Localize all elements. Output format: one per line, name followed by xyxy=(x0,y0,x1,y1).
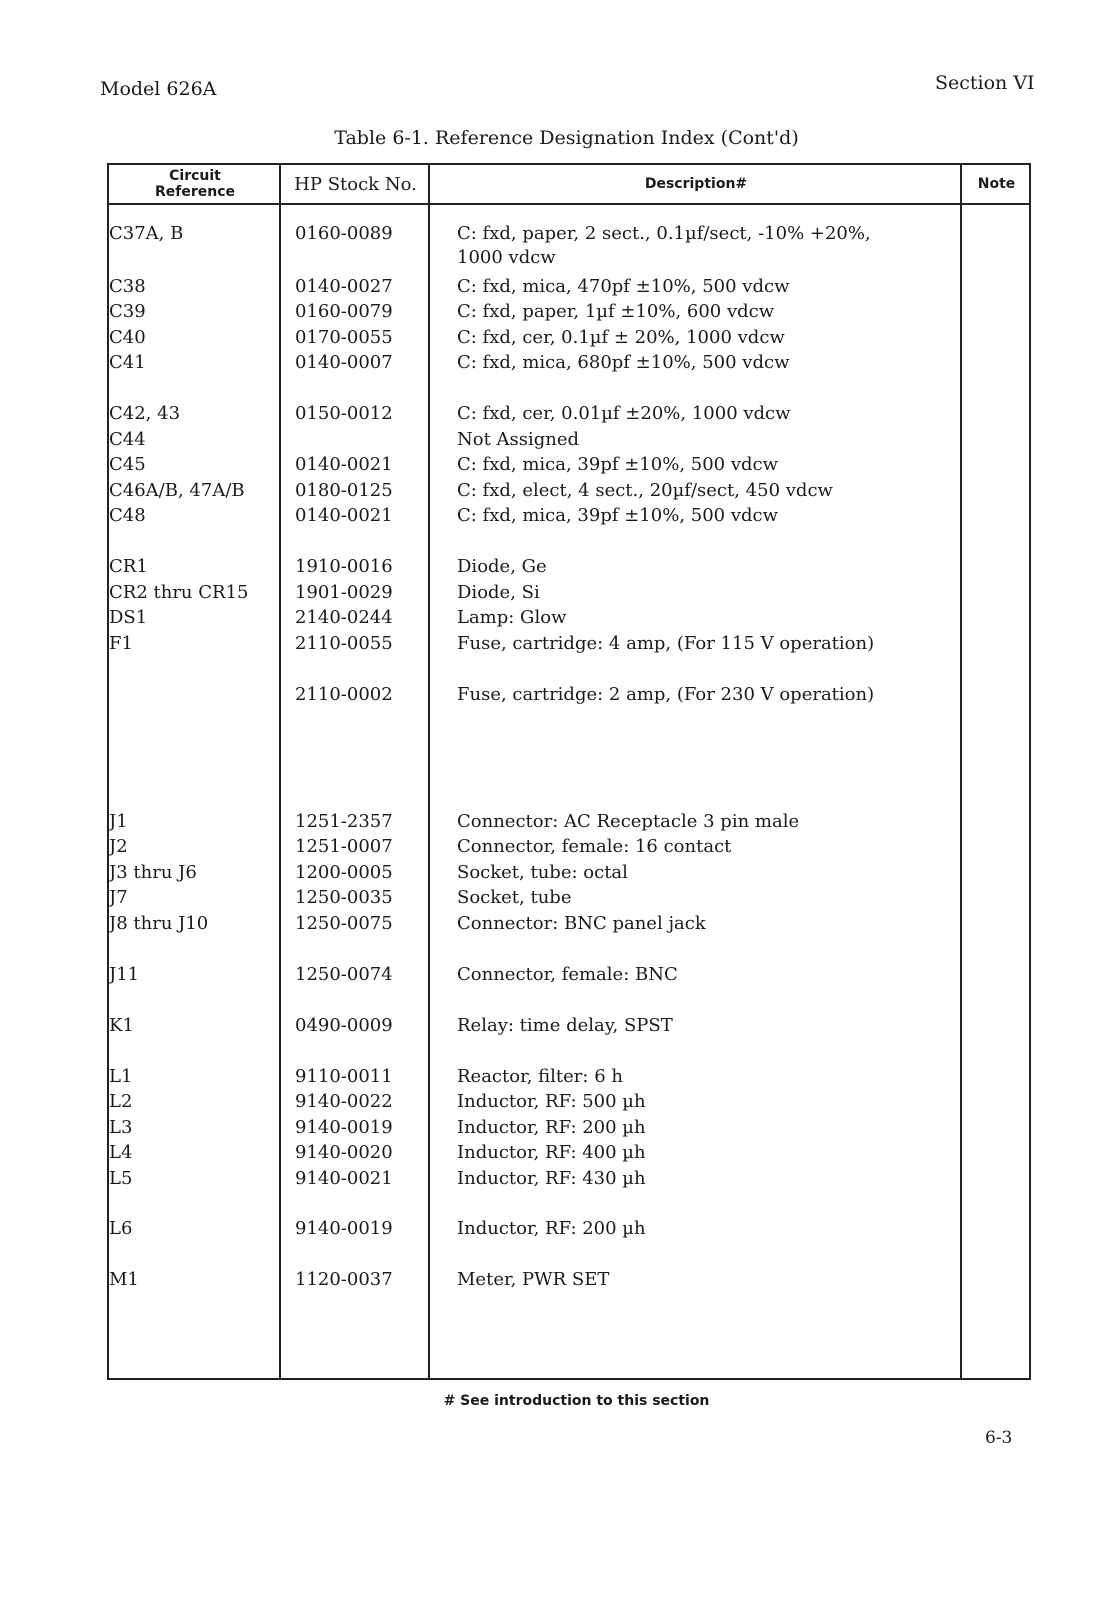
circuit-reference-cell: DS1 xyxy=(109,607,148,628)
column-header-line: Circuit xyxy=(169,168,221,184)
table-row xyxy=(109,683,1029,707)
table-title: Table 6-1. Reference Designation Index (Cont'd) xyxy=(334,127,799,149)
stock-number-cell: 1251-2357 xyxy=(295,811,393,832)
reference-designation-table xyxy=(107,163,1031,1380)
description-cell: C: fxd, mica, 680pf ±10%, 500 vdcw xyxy=(457,352,790,373)
stock-number-cell: 1250-0035 xyxy=(295,887,393,908)
circuit-reference-cell: C37A, B xyxy=(109,223,184,244)
description-cell: Diode, Si xyxy=(457,582,540,603)
table-row xyxy=(109,886,1029,910)
stock-number-cell: 0150-0012 xyxy=(295,403,393,424)
description-cell: Socket, tube xyxy=(457,887,572,908)
description-cell: Connector: BNC panel jack xyxy=(457,913,706,934)
table-row xyxy=(109,453,1029,477)
description-cell: Socket, tube: octal xyxy=(457,862,628,883)
stock-number-cell: 0140-0021 xyxy=(295,454,393,475)
stock-number-cell: 0140-0021 xyxy=(295,505,393,526)
table-row xyxy=(109,1217,1029,1241)
circuit-reference-cell: J7 xyxy=(109,887,128,908)
table-row xyxy=(109,835,1029,859)
stock-number-cell: 1251-0007 xyxy=(295,836,393,857)
description-cell: Relay: time delay, SPST xyxy=(457,1015,673,1036)
description-cell: C: fxd, cer, 0.1µf ± 20%, 1000 vdcw xyxy=(457,327,785,348)
description-cell: Diode, Ge xyxy=(457,556,547,577)
header-rule xyxy=(109,203,1029,205)
stock-number-cell: 2110-0002 xyxy=(295,684,393,705)
stock-number-cell: 9140-0022 xyxy=(295,1091,393,1112)
stock-number-cell: 0160-0089 xyxy=(295,223,393,244)
table-row xyxy=(109,963,1029,987)
stock-number-cell: 1120-0037 xyxy=(295,1269,393,1290)
stock-number-cell: 0160-0079 xyxy=(295,301,393,322)
stock-number-cell: 1200-0005 xyxy=(295,862,393,883)
table-row xyxy=(109,606,1029,630)
table-row xyxy=(109,275,1029,299)
circuit-reference-cell: K1 xyxy=(109,1015,134,1036)
header-model: Model 626A xyxy=(100,78,217,100)
stock-number-cell: 0170-0055 xyxy=(295,327,393,348)
description-cell: Connector, female: 16 contact xyxy=(457,836,732,857)
table-row xyxy=(109,428,1029,452)
circuit-reference-cell: C39 xyxy=(109,301,146,322)
column-header-circuit-reference xyxy=(109,165,281,203)
stock-number-cell: 0180-0125 xyxy=(295,480,393,501)
table-row xyxy=(109,300,1029,324)
stock-number-cell: 2110-0055 xyxy=(295,633,393,654)
table-row xyxy=(109,555,1029,579)
circuit-reference-cell: J11 xyxy=(109,964,140,985)
circuit-reference-cell: CR2 thru CR15 xyxy=(109,582,249,603)
column-header-description: Description# xyxy=(644,176,748,192)
stock-number-cell: 1250-0074 xyxy=(295,964,393,985)
page-number: 6-3 xyxy=(985,1428,1013,1448)
description-cell: Inductor, RF: 200 µh xyxy=(457,1218,646,1239)
circuit-reference-cell: M1 xyxy=(109,1269,139,1290)
circuit-reference-cell: L1 xyxy=(109,1066,133,1087)
description-cell: C: fxd, cer, 0.01µf ±20%, 1000 vdcw xyxy=(457,403,791,424)
stock-number-cell: 2140-0244 xyxy=(295,607,393,628)
description-cell: C: fxd, mica, 39pf ±10%, 500 vdcw xyxy=(457,454,779,475)
description-cell: C: fxd, paper, 2 sect., 0.1µf/sect, -10% +20%, xyxy=(457,223,871,244)
description-cell: Inductor, RF: 500 µh xyxy=(457,1091,646,1112)
table-row xyxy=(109,912,1029,936)
description-cell-continued: 1000 vdcw xyxy=(457,247,556,268)
table-row xyxy=(109,1116,1029,1140)
description-cell: C: fxd, paper, 1µf ±10%, 600 vdcw xyxy=(457,301,775,322)
circuit-reference-cell: C40 xyxy=(109,327,146,348)
table-row xyxy=(109,1014,1029,1038)
circuit-reference-cell: J8 thru J10 xyxy=(109,913,209,934)
description-cell: Inductor, RF: 430 µh xyxy=(457,1168,646,1189)
table-row xyxy=(109,402,1029,426)
stock-number-cell: 0140-0027 xyxy=(295,276,393,297)
table-row xyxy=(109,1090,1029,1114)
stock-number-cell: 9140-0019 xyxy=(295,1117,393,1138)
header-section: Section VI xyxy=(935,72,1035,94)
circuit-reference-cell: L3 xyxy=(109,1117,133,1138)
description-cell: Connector: AC Receptacle 3 pin male xyxy=(457,811,800,832)
circuit-reference-cell: C45 xyxy=(109,454,146,475)
circuit-reference-cell: C38 xyxy=(109,276,146,297)
table-row xyxy=(109,504,1029,528)
circuit-reference-cell: J3 thru J6 xyxy=(109,862,197,883)
description-cell: C: fxd, elect, 4 sect., 20µf/sect, 450 vdcw xyxy=(457,480,833,501)
description-cell: C: fxd, mica, 470pf ±10%, 500 vdcw xyxy=(457,276,790,297)
description-cell: Inductor, RF: 400 µh xyxy=(457,1142,646,1163)
circuit-reference-cell: CR1 xyxy=(109,556,148,577)
circuit-reference-cell: C41 xyxy=(109,352,146,373)
circuit-reference-cell: L5 xyxy=(109,1168,133,1189)
stock-number-cell: 0140-0007 xyxy=(295,352,393,373)
description-cell: Lamp: Glow xyxy=(457,607,567,628)
table-row xyxy=(109,479,1029,503)
table-row xyxy=(109,1167,1029,1191)
table-row xyxy=(109,326,1029,350)
circuit-reference-cell: J1 xyxy=(109,811,128,832)
table-row xyxy=(109,810,1029,834)
column-header-stock-number: HP Stock No. xyxy=(294,173,417,195)
stock-number-cell: 9140-0020 xyxy=(295,1142,393,1163)
circuit-reference-cell: C46A/B, 47A/B xyxy=(109,480,245,501)
table-row xyxy=(109,861,1029,885)
circuit-reference-cell: C48 xyxy=(109,505,146,526)
stock-number-cell: 9140-0021 xyxy=(295,1168,393,1189)
stock-number-cell: 1910-0016 xyxy=(295,556,393,577)
table-row xyxy=(109,632,1029,656)
stock-number-cell: 0490-0009 xyxy=(295,1015,393,1036)
column-header-line: Reference xyxy=(154,184,236,200)
table-row xyxy=(109,1268,1029,1292)
column-header-note: Note xyxy=(977,176,1016,192)
table-row xyxy=(109,581,1029,605)
table-row xyxy=(109,1141,1029,1165)
table-row xyxy=(109,1065,1029,1089)
table-row xyxy=(109,222,1029,268)
circuit-reference-cell: L4 xyxy=(109,1142,133,1163)
description-cell: Inductor, RF: 200 µh xyxy=(457,1117,646,1138)
stock-number-cell: 1901-0029 xyxy=(295,582,393,603)
circuit-reference-cell: L2 xyxy=(109,1091,133,1112)
circuit-reference-cell: J2 xyxy=(109,836,128,857)
description-cell: C: fxd, mica, 39pf ±10%, 500 vdcw xyxy=(457,505,779,526)
circuit-reference-cell: F1 xyxy=(109,633,133,654)
description-cell: Connector, female: BNC xyxy=(457,964,678,985)
description-cell: Fuse, cartridge: 4 amp, (For 115 V operation) xyxy=(457,633,875,654)
description-cell: Reactor, filter: 6 h xyxy=(457,1066,623,1087)
description-cell: Meter, PWR SET xyxy=(457,1269,610,1290)
circuit-reference-cell: L6 xyxy=(109,1218,133,1239)
circuit-reference-cell: C44 xyxy=(109,429,146,450)
stock-number-cell: 1250-0075 xyxy=(295,913,393,934)
footnote: # See introduction to this section xyxy=(443,1393,710,1409)
description-cell: Not Assigned xyxy=(457,429,580,450)
stock-number-cell: 9140-0019 xyxy=(295,1218,393,1239)
circuit-reference-cell: C42, 43 xyxy=(109,403,181,424)
table-row xyxy=(109,351,1029,375)
stock-number-cell: 9110-0011 xyxy=(295,1066,393,1087)
description-cell: Fuse, cartridge: 2 amp, (For 230 V operation) xyxy=(457,684,875,705)
